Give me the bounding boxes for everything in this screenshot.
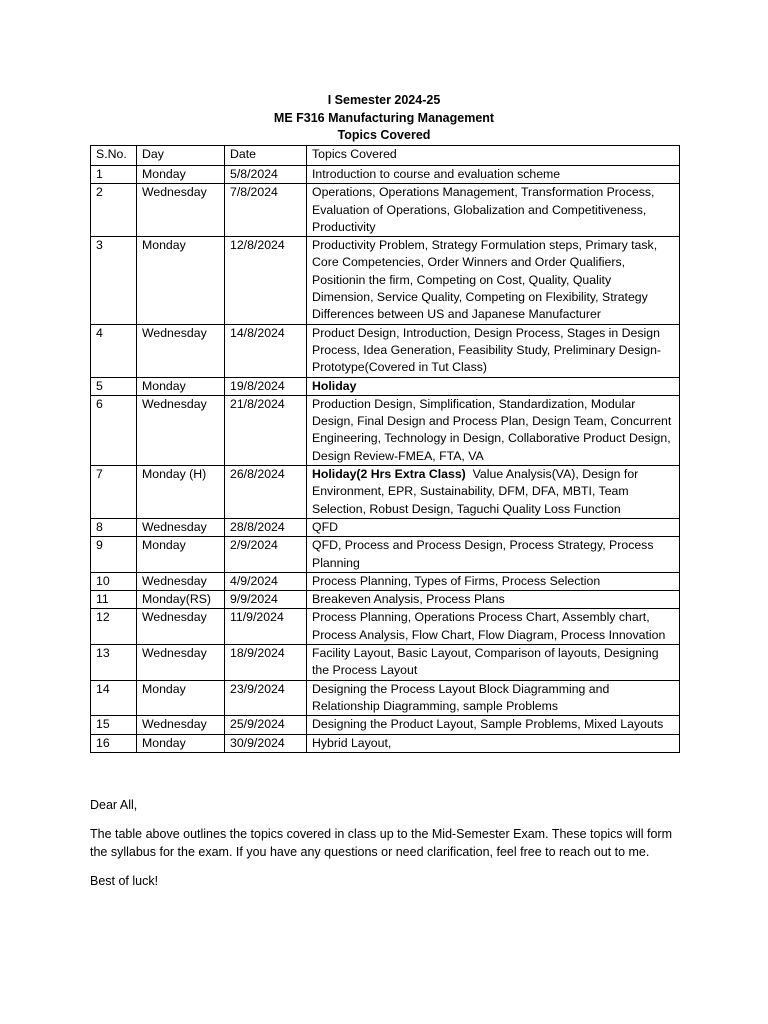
cell-day: Monday [137,166,225,184]
cell-topics [307,645,680,681]
table-row [91,518,680,536]
cell-date: 4/9/2024 [225,572,307,590]
table-row [91,537,680,573]
cell-date: 5/8/2024 [225,166,307,184]
table-row [91,645,680,681]
cell-sno: 3 [91,237,137,324]
table-row [91,716,680,734]
cell-day: Monday [137,377,225,395]
table-row [91,680,680,716]
note-to-students [90,796,680,901]
topic-text: Operations, Operations Management, Transformation Process, Evaluation of Operations, Globalization and Competitiveness, Productivity [312,185,655,234]
cell-day: Wednesday [137,518,225,536]
cell-date: 11/9/2024 [225,609,307,645]
topic-text: Product Design, Introduction, Design Process, Stages in Design Process, Idea Generation, Feasibility Study, Preliminary Design-Prototype(Covered in Tut Class) [312,325,662,375]
cell-sno: 1 [91,166,137,184]
cell-date: 25/9/2024 [225,716,307,734]
cell-topics [307,184,680,237]
cell-sno: 11 [91,591,137,609]
topic-text: QFD, Process and Process Design, Process Strategy, Process Planning [312,538,654,570]
cell-topics [307,377,680,395]
table-row [91,609,680,645]
cell-date: 9/9/2024 [225,591,307,609]
topic-text: Process Planning, Operations Process Chart, Assembly chart, Process Analysis, Flow Chart, Flow Diagram, Process Innovation [312,610,666,642]
cell-sno: 6 [91,395,137,465]
cell-date: 7/8/2024 [225,184,307,237]
column-header-day: Day [137,146,225,166]
cell-topics [307,466,680,519]
semester-title: I Semester 2024-25 [327,93,441,107]
table-row [91,572,680,590]
cell-topics [307,324,680,377]
cell-topics [307,609,680,645]
topic-text: Introduction to course and evaluation scheme [312,167,561,181]
topic-text: Productivity Problem, Strategy Formulation steps, Primary task, Core Competencies, Order Winners and Order Qualifiers, Positionin the firm, Competing on Cost, Quality, Quality Dimension, Service Quality, Competing on Flexibility, Strategy Differences between US and Japanese Manufacturer [312,238,658,322]
cell-date: 12/8/2024 [225,237,307,324]
topic-text: Designing the Product Layout, Sample Problems, Mixed Layouts [312,717,664,732]
cell-day: Wednesday [137,395,225,465]
cell-topics [307,237,680,324]
topic-text: Value Analysis(VA), Design for Environment, EPR, Sustainability, DFM, DFA, MBTI, Team Selection, Robust Design, Taguchi Quality Loss Function [312,467,639,516]
cell-sno: 14 [91,680,137,716]
cell-topics [307,734,680,752]
cell-sno: 9 [91,537,137,573]
cell-sno: 4 [91,324,137,377]
cell-sno: 12 [91,609,137,645]
cell-day: Monday [137,237,225,324]
closing: Best of luck! [90,874,159,888]
topics-table [90,145,680,753]
cell-day: Wednesday [137,716,225,734]
cell-day: Wednesday [137,184,225,237]
table-row [91,377,680,395]
cell-date: 2/9/2024 [225,537,307,573]
cell-date: 19/8/2024 [225,377,307,395]
topic-text: Facility Layout, Basic Layout, Comparison of layouts, Designing the Process Layout [312,646,659,678]
table-row [91,591,680,609]
cell-sno: 5 [91,377,137,395]
cell-day: Wednesday [137,645,225,681]
topic-text: QFD [312,519,338,534]
table-row [91,166,680,184]
cell-day: Wednesday [137,572,225,590]
cell-day: Monday [137,680,225,716]
cell-sno: 7 [91,466,137,519]
table-body [91,166,680,753]
cell-date: 18/9/2024 [225,645,307,681]
cell-day: Wednesday [137,324,225,377]
cell-topics [307,591,680,609]
cell-sno: 8 [91,518,137,536]
topic-highlight: Holiday(2 Hrs Extra Class) [312,467,466,482]
cell-sno: 16 [91,734,137,752]
cell-date: 26/8/2024 [225,466,307,519]
topic-text: Hybrid Layout, [312,735,392,750]
note-body: The table above outlines the topics covered in class up to the Mid-Semester Exam. These topics will form the syllabus for the exam. If you have any questions or need clarification, feel free to reach out to me. [90,827,672,859]
column-header-sno: S.No. [91,146,137,166]
table-row [91,395,680,465]
table-row [91,734,680,752]
topic-highlight: Holiday [312,378,357,393]
cell-sno: 13 [91,645,137,681]
column-header-date: Date [225,146,307,166]
cell-topics [307,395,680,465]
topic-text: Production Design, Simplification, Standardization, Modular Design, Final Design and Process Plan, Design Team, Concurrent Engineering, Technology in Design, Collaborative Product Design, Design Review-FMEA, FTA, VA [312,396,672,463]
table-row [91,324,680,377]
cell-sno: 2 [91,184,137,237]
cell-date: 28/8/2024 [225,518,307,536]
cell-day: Wednesday [137,609,225,645]
cell-sno: 15 [91,716,137,734]
cell-day: Monday [137,734,225,752]
cell-topics [307,716,680,734]
salutation: Dear All, [90,798,138,812]
cell-topics [307,572,680,590]
cell-day: Monday [137,537,225,573]
section-title: Topics Covered [337,128,431,142]
topic-text: Designing the Process Layout Block Diagramming and Relationship Diagramming, sample Problems [312,681,610,713]
cell-topics [307,537,680,573]
table-row [91,466,680,519]
cell-day: Monday(RS) [137,591,225,609]
course-title: ME F316 Manufacturing Management [273,110,495,125]
cell-date: 23/9/2024 [225,680,307,716]
table-header-row [91,146,680,166]
document-header [90,92,678,145]
table-row [91,184,680,237]
topic-text: Process Planning, Types of Firms, Process Selection [312,573,601,588]
cell-date: 21/8/2024 [225,395,307,465]
cell-day: Monday (H) [137,466,225,519]
table-row [91,237,680,324]
cell-topics [307,518,680,536]
cell-date: 14/8/2024 [225,324,307,377]
column-header-topics: Topics Covered [307,146,680,166]
cell-topics [307,680,680,716]
cell-sno: 10 [91,572,137,590]
topic-text: Breakeven Analysis, Process Plans [312,592,505,607]
cell-date: 30/9/2024 [225,734,307,752]
cell-topics [307,166,680,184]
